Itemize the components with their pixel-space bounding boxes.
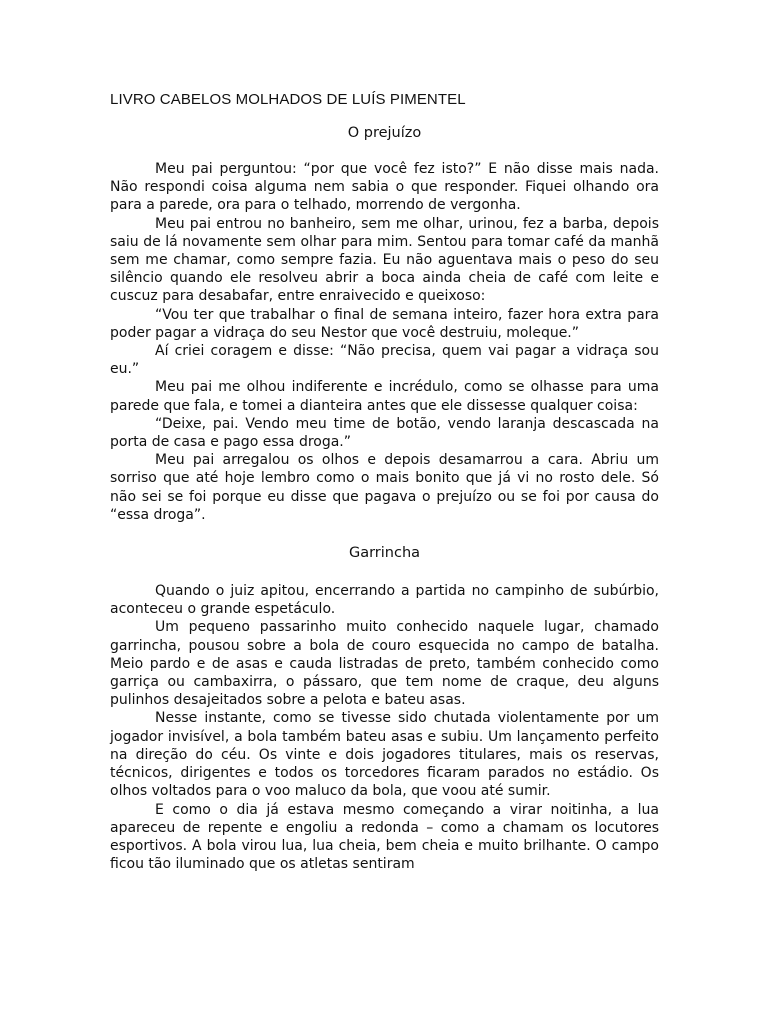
paragraph: Um pequeno passarinho muito conhecido naquele lugar, chamado garrincha, pousou sobre a bola de couro esquecida no campo de batalha. Meio pardo e de asas e cauda listradas de preto, também conhecido como garriça ou cambaxirra, o pássaro, que tem nome de craque, deu alguns pulinhos desajeitados sobre a pelota e bateu asas.: [110, 619, 659, 709]
paragraph: Meu pai me olhou indiferente e incrédulo, como se olhasse para uma parede que fala, e tomei a dianteira antes que ele dissesse qualquer coisa:: [110, 379, 659, 414]
paragraph: Meu pai perguntou: “por que você fez isto?” E não disse mais nada. Não respondi coisa alguma nem sabia o que responder. Fiquei olhando ora para a parede, ora para o telhado, morrendo de vergonha.: [110, 161, 659, 214]
section-title: Garrincha: [348, 545, 421, 562]
paragraph: “Deixe, pai. Vendo meu time de botão, vendo laranja descascada na porta de casa e pago essa droga.”: [110, 415, 659, 451]
section-garrincha: [110, 544, 659, 873]
paragraph: Meu pai arregalou os olhos e depois desamarrou a cara. Abriu um sorriso que até hoje lembro como o mais bonito que já vi no rosto dele. Só não sei se foi porque eu disse que pagava o prejuízo ou se foi por causa do “essa droga”.: [110, 452, 659, 523]
section-o-prejuizo: [110, 124, 659, 524]
paragraph: Aí criei coragem e disse: “Não precisa, quem vai pagar a vidraça sou eu.”: [110, 343, 659, 378]
book-title: LIVRO CABELOS MOLHADOS DE LUÍS PIMENTEL: [110, 91, 466, 108]
document-page: [110, 90, 659, 873]
paragraph: Nesse instante, como se tivesse sido chutada violentamente por um jogador invisível, a bola também bateu asas e subiu. Um lançamento perfeito na direção do céu. Os vinte e dois jogadores titulares, mais os reservas, técnicos, dirigentes e todos os torcedores ficaram parados no estádio. Os olhos voltados para o voo maluco da bola, que voou até sumir.: [110, 710, 659, 800]
section-title: O prejuízo: [347, 125, 422, 141]
paragraph: E como o dia já estava mesmo começando a virar noitinha, a lua apareceu de repente e engoliu a redonda – como a chamam os locutores esportivos. A bola virou lua, lua cheia, bem cheia e muito brilhante. O campo ficou tão iluminado que os atletas sentiram: [110, 801, 659, 873]
paragraph: Meu pai entrou no banheiro, sem me olhar, urinou, fez a barba, depois saiu de lá novamente sem olhar para mim. Sentou para tomar café da manhã sem me chamar, como sempre fazia. Eu não aguentava mais o peso do seu silêncio quando ele resolveu abrir a boca ainda cheia de café com leite e cuscuz para desabafar, entre enraivecido e queixoso:: [110, 215, 659, 305]
paragraph: “Vou ter que trabalhar o final de semana inteiro, fazer hora extra para poder pagar a vidraça do seu Nestor que você destruiu, moleque.”: [110, 306, 659, 341]
paragraph: Quando o juiz apitou, encerrando a partida no campinho de subúrbio, aconteceu o grande espetáculo.: [110, 583, 659, 618]
